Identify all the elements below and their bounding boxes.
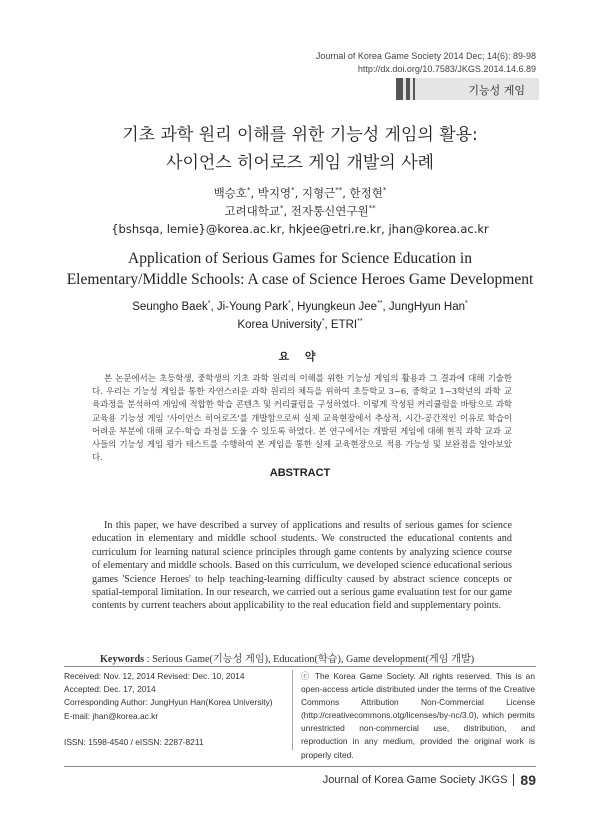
keywords: [100, 650, 474, 665]
affiliation-mark: *: [321, 318, 325, 326]
affiliation-mark: *: [382, 186, 387, 195]
affiliation-mark: *: [207, 300, 211, 308]
keywords-label: Keywords: [100, 654, 145, 665]
abstract-english-body: In this paper, we have described a survey of applications and results of serious games for science education in elementary and middle school students. We constructed the educational contents and curriculum for learning natural science principles through game contents by analyzing science course of elementary and middle schools. Based on this curriculum, we developed science educational serious games 'Science Heroes' to help teaching-learning difficulty caused by abstract science concepts or spatial-temporal limitation. In our research, we carried out a serious game evaluation test for our game contents by current teachers about applicability to the real education field and supplementary points.: [92, 520, 512, 612]
affiliation: , 전자통신연구원: [283, 204, 369, 218]
affiliation-mark: *: [465, 300, 468, 308]
keywords-text: : Serious Game(기능성 게임), Education(학습), Game development(게임 개발): [144, 654, 475, 665]
author-emails: {bshsqa, lemie}@korea.ac.kr, hkjee@etri.re.kr, jhan@korea.ac.kr: [111, 222, 489, 236]
affiliation: , ETRI: [324, 319, 358, 331]
corresponding-author: Corresponding Author: JungHyun Han(Korea University): [64, 697, 273, 708]
affiliation-mark: **: [377, 300, 383, 308]
section-tag: [396, 78, 539, 100]
author-name: 백승호: [213, 186, 247, 200]
journal-citation: Journal of Korea Game Society 2014 Dec; 14(6): 89-98: [315, 51, 536, 61]
author-name: , JungHyun Han: [382, 301, 465, 313]
info-column-separator: [292, 670, 293, 750]
abstract-english-heading: ABSTRACT: [269, 467, 331, 479]
title-korean: [0, 121, 600, 177]
affiliation: Korea University: [237, 319, 322, 331]
affiliation-mark: *: [291, 186, 295, 195]
article-info: [64, 670, 289, 749]
journal-header: [316, 50, 536, 76]
page-footer: [323, 772, 536, 788]
abstract-korean-body: 본 논문에서는 초등학생, 중학생의 기초 과학 원리의 이해를 위한 기능성 게임의 활용과 그 결과에 대해 기술한다. 우리는 기능성 게임을 통한 자연스러운 과학 원리의 체득을 위하여 초등학교 3~6, 중학교 1~3학년의 과학 교육과정을 분석하여 게임에 적합한 학습 콘텐츠 및 커리큘럼을 구성하였다. 이렇게 작성된 커리큘럼을 바탕으로 과학 교육용 기능성 게임 '사이언스 히어로즈'를 개발함으로써 실제 교육현장에서 추상적, 시간-공간적인 이유로 학습이 어려운 부분에 대해 교수-학습 과정을 도울 수 있도록 하였다. 본 연구에서는 개발된 게임에 대해 현직 과학 교과 교사들의 기능성 게임 평가 테스트를 수행하여 본 게임을 통한 실제 교육현장으로 적용 가능성 및 보완점을 알아보았다.: [92, 373, 512, 463]
affiliation-mark: *: [246, 186, 251, 195]
license-notice: ⓒ The Korea Game Society. All rights reserved. This is an open-access article distributed under the terms of the Creative Commons Attribution Non-Commercial License (http://creativecommons.otg/licenses/by-nc/3.0), which permits unrestricted non-commercial use, distribution, and reproduction in any medium, provided the original work is properly cited.: [301, 671, 535, 760]
title-korean-line1: 기초 과학 원리 이해를 위한 기능성 게임의 활용:: [122, 125, 478, 145]
footer-journal: Journal of Korea Game Society JKGS: [322, 773, 508, 786]
corresponding-email: E-mail: jhan@korea.ac.kr: [64, 710, 159, 721]
author-names-korean: [0, 184, 600, 202]
affiliation-mark: *: [288, 300, 291, 308]
author-name: , 박지영: [250, 186, 292, 200]
authors-korean: [0, 184, 600, 238]
title-english-line2: Elementary/Middle Schools: A case of Science Heroes Game Development: [66, 271, 534, 288]
title-korean-line2: 사이언스 히어로즈 게임 개발의 사례: [166, 153, 434, 173]
page-number: 89: [520, 772, 536, 788]
section-tag-label: 기능성 게임: [468, 84, 525, 97]
issn: ISSN: 1598-4540 / eISSN: 2287-8211: [64, 736, 204, 747]
author-name: , 한정현: [342, 186, 383, 200]
footer-separator: [513, 774, 514, 786]
received-date: Received: Nov. 12, 2014 Revised: Dec. 10, 2014: [64, 671, 245, 681]
author-name: , 지형근: [294, 186, 336, 200]
author-name: , Ji-Young Park: [210, 301, 289, 313]
author-name: Seungho Baek: [132, 301, 208, 313]
author-names-english: [0, 298, 600, 316]
affiliation-mark: **: [335, 186, 343, 195]
doi-link[interactable]: http://dx.doi.org/10.7583/JKGS.2014.14.6.89: [357, 64, 536, 74]
authors-english: [0, 298, 600, 334]
affiliation: 고려대학교: [224, 204, 280, 218]
abstract-korean-heading: 요 약: [278, 350, 322, 363]
title-english: [0, 248, 600, 290]
affiliation-mark: **: [368, 204, 376, 213]
info-divider: [64, 666, 536, 667]
affiliations-english: [0, 316, 600, 334]
affiliation-mark: *: [279, 204, 284, 213]
author-name: , Hyungkeun Jee: [290, 301, 378, 313]
section-tag-bars: [396, 78, 418, 100]
footer-divider: [64, 766, 536, 767]
affiliation-mark: **: [357, 318, 363, 326]
accepted-date: Accepted: Dec. 17, 2014: [64, 684, 156, 695]
title-english-line1: Application of Serious Games for Science Education in: [128, 250, 472, 267]
affiliations-korean: [0, 202, 600, 220]
